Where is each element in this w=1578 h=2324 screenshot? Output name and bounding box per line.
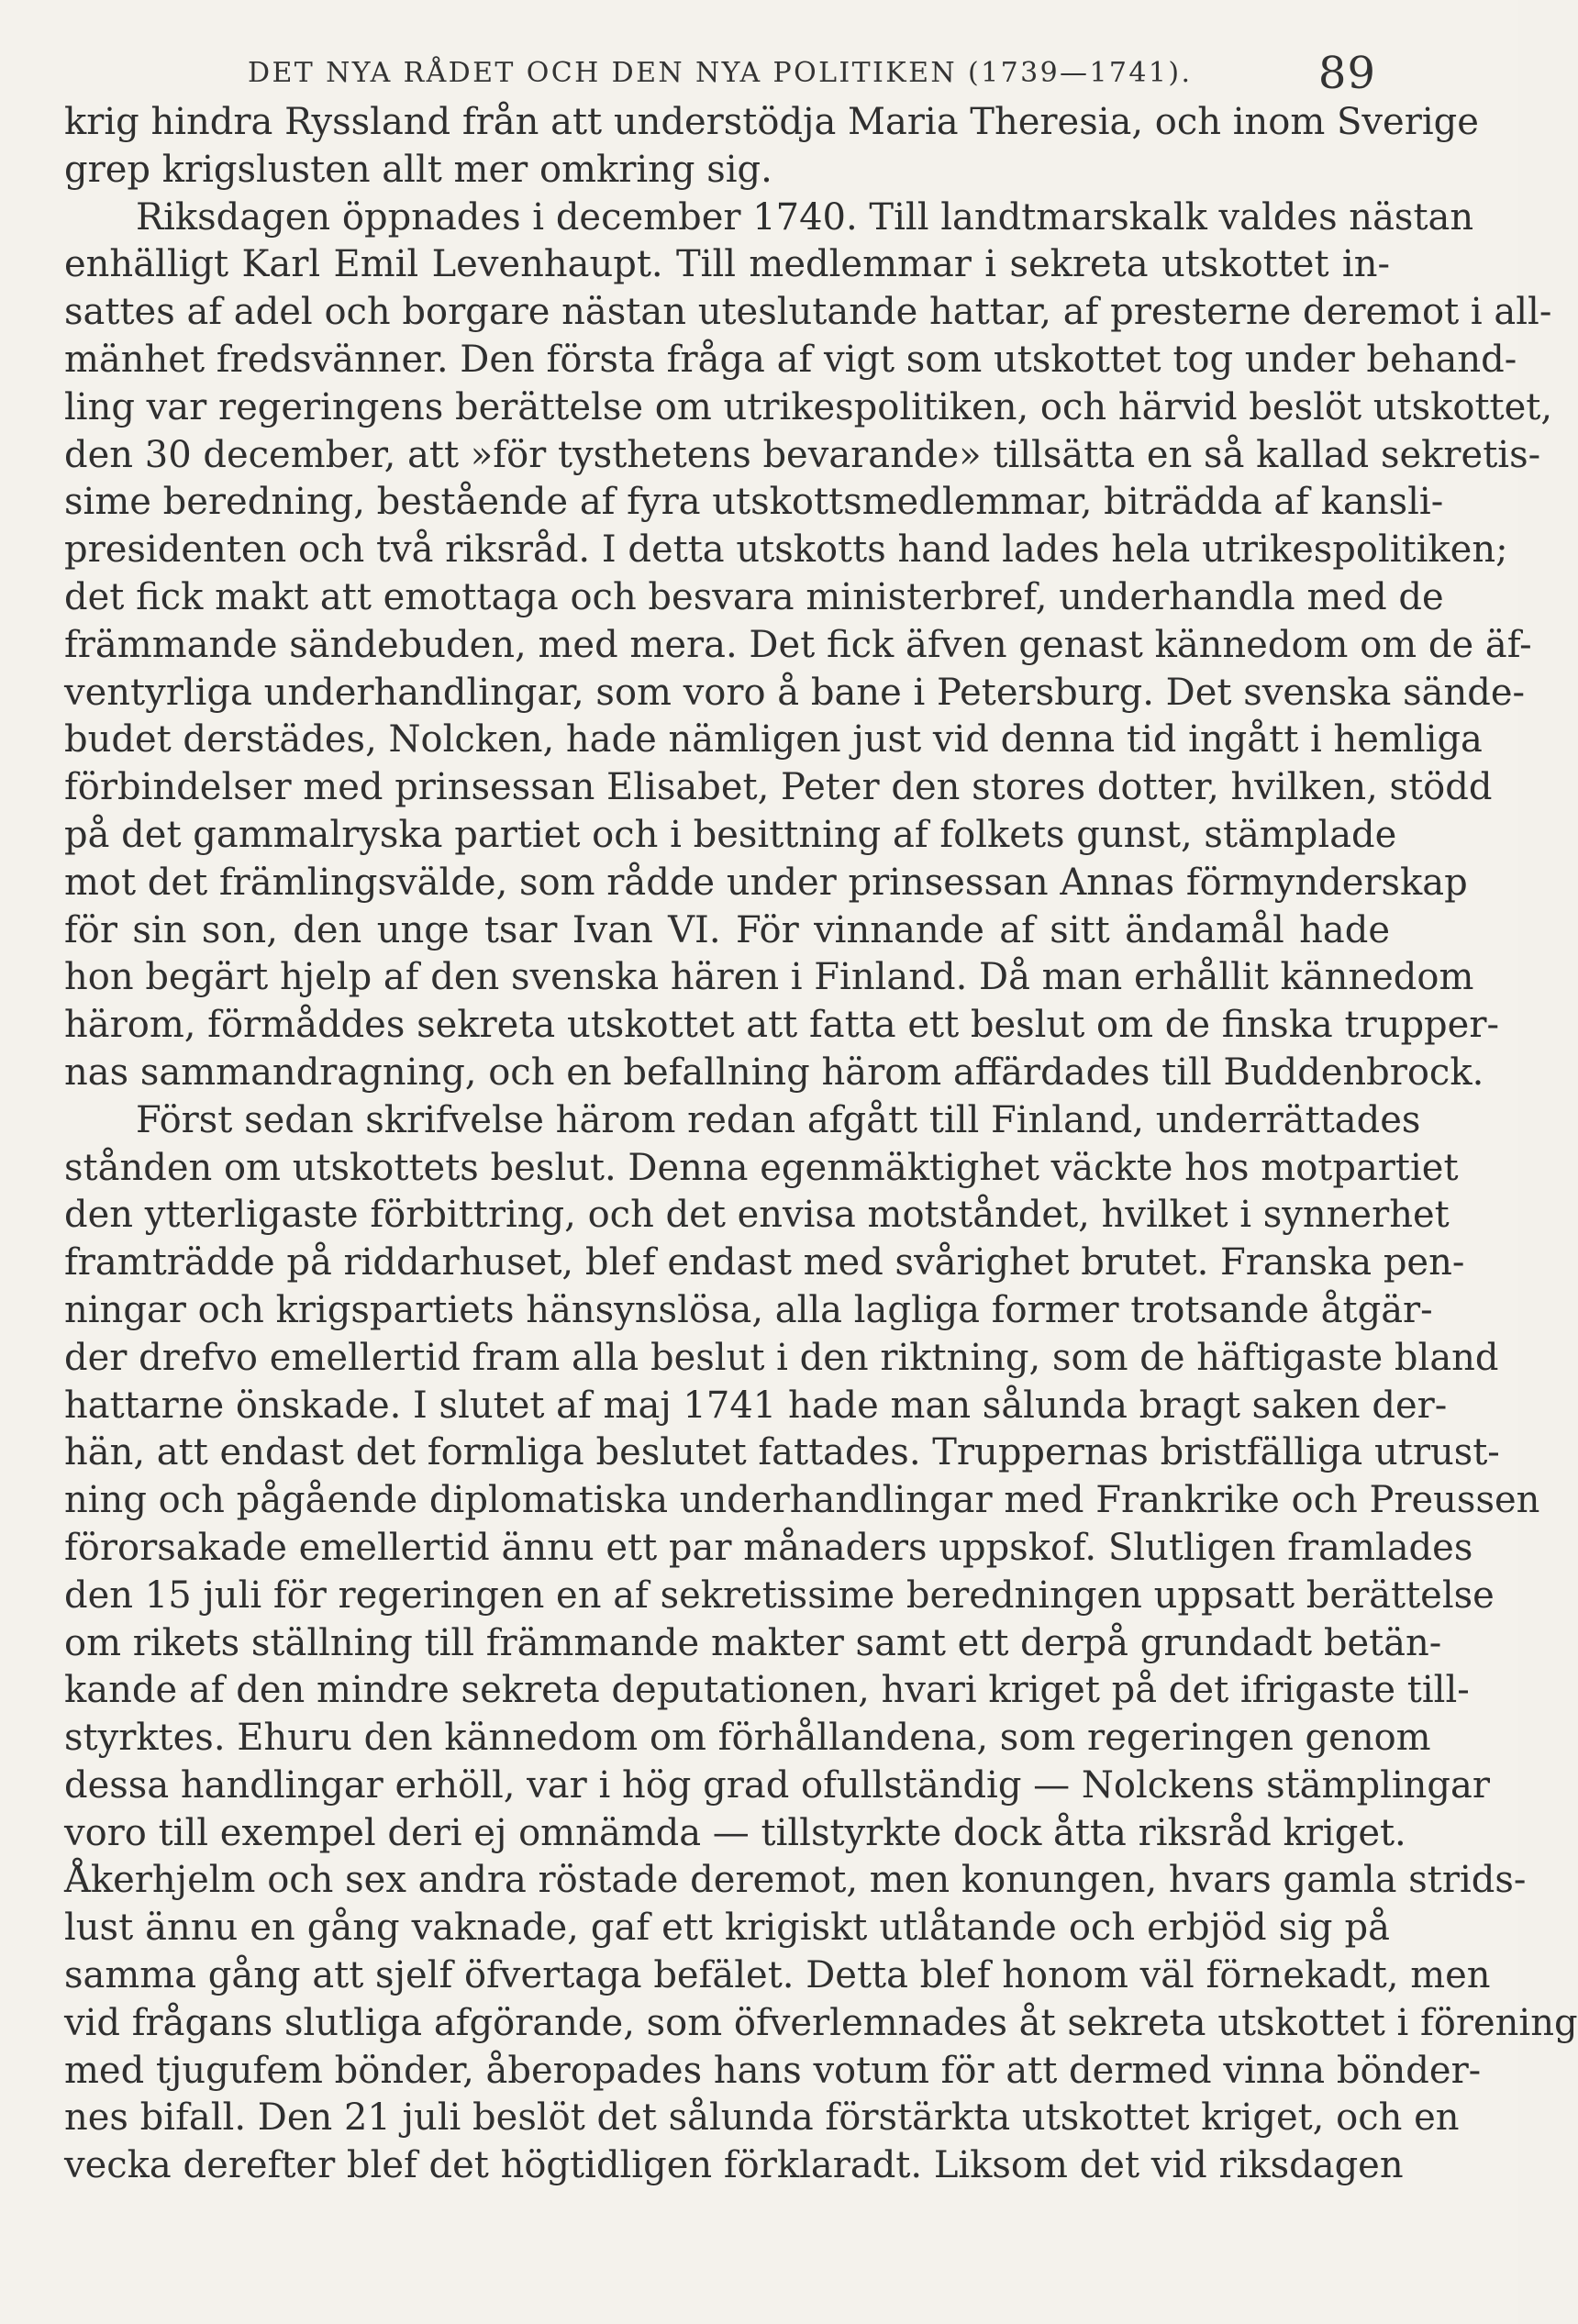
text-line: budet derstädes, Nolcken, hade nämligen just vid denna tid ingått i hemliga — [64, 718, 1483, 762]
text-line: hon begärt hjelp af den svenska hären i Finland. Då man erhållit kännedom — [64, 956, 1474, 999]
text-line: lust ännu en gång vaknade, gaf ett krigiskt utlåtande och erbjöd sig på — [64, 1907, 1390, 1950]
text-line: framträdde på riddarhuset, blef endast med svårighet brutet. Franska pen- — [64, 1241, 1465, 1284]
body-text — [64, 99, 1578, 2190]
text-line: förbindelser med prinsessan Elisabet, Peter den stores dotter, hvilken, stödd — [64, 766, 1493, 809]
text-line: krig hindra Ryssland från att understödja Maria Theresia, och inom Sverige — [64, 101, 1479, 143]
text-line: på det gammalryska partiet och i besittning af folkets gunst, stämplade — [64, 813, 1397, 856]
text-line: ningar och krigspartiets hänsynslösa, alla lagliga former trotsande åtgär- — [64, 1288, 1433, 1331]
text-line: sime beredning, bestående af fyra utskottsmedlemmar, biträdda af kansli- — [64, 481, 1444, 524]
text-line: den ytterligaste förbittring, och det envisa motståndet, hvilket i synnerhet — [64, 1194, 1450, 1237]
text-line: ling var regeringens berättelse om utrikespolitiken, och härvid beslöt utskottet, — [64, 385, 1553, 428]
text-line: främmande sändebuden, med mera. Det fick äfven genast kännedom om de äf- — [64, 623, 1532, 666]
text-line: hän, att endast det formliga beslutet fattades. Truppernas bristfälliga utrust- — [64, 1431, 1500, 1474]
page-number: 89 — [1317, 48, 1376, 99]
text-line: vecka derefter blef det högtidligen förklaradt. Liksom det vid riksdagen — [64, 2144, 1404, 2187]
text-line: om rikets ställning till främmande makter samt ett derpå grundadt betän- — [64, 1621, 1442, 1664]
text-line: der drefvo emellertid fram alla beslut i den riktning, som de häftigaste bland — [64, 1336, 1499, 1379]
text-line: förorsakade emellertid ännu ett par månaders uppskof. Slutligen framlades — [64, 1526, 1473, 1569]
text-line: det fick makt att emottaga och besvara ministerbref, underhandla med de — [64, 575, 1444, 618]
text-line: styrktes. Ehuru den kännedom om förhållandena, som regeringen genom — [64, 1717, 1431, 1760]
text-line: enhälligt Karl Emil Levenhaupt. Till medlemmar i sekreta utskottet in- — [64, 243, 1390, 286]
text-line: härom, förmåddes sekreta utskottet att fatta ett beslut om de finska trupper- — [64, 1004, 1499, 1047]
text-line: dessa handlingar erhöll, var i hög grad ofullständig — Nolckens stämplingar — [64, 1763, 1490, 1807]
text-line: den 15 juli för regeringen en af sekretissime beredningen uppsatt berättelse — [64, 1573, 1495, 1617]
text-line: med tjugufem bönder, åberopades hans votum för att dermed vinna bönder- — [64, 2049, 1482, 2092]
text-line: presidenten och två riksråd. I detta utskotts hand lades hela utrikespolitiken; — [64, 528, 1508, 572]
text-line: Riksdagen öppnades i december 1740. Till landtmarskalk valdes nästan — [136, 195, 1474, 239]
text-line: ventyrliga underhandlingar, som voro å bane i Petersburg. Det svenska sände- — [64, 671, 1526, 714]
text-line: hattarne önskade. I slutet af maj 1741 hade man sålunda bragt saken der- — [64, 1384, 1448, 1427]
text-line: Åkerhjelm och sex andra röstade deremot, men konungen, hvars gamla strids- — [64, 1859, 1527, 1902]
text-line: grep krigslusten allt mer omkring sig. — [64, 148, 772, 191]
running-title: DET NYA RÅDET OCH DEN NYA POLITIKEN (1739—1741). — [248, 57, 1193, 89]
text-line: voro till exempel deri ej omnämda — tillstyrkte dock åtta riksråd kriget. — [64, 1811, 1406, 1854]
text-line: kande af den mindre sekreta deputationen, hvari kriget på det ifrigaste till- — [64, 1669, 1470, 1712]
text-line: sattes af adel och borgare nästan uteslutande hattar, af presterne deremot i all- — [64, 291, 1552, 334]
text-line: mänhet fredsvänner. Den första fråga af vigt som utskottet tog under behand- — [64, 338, 1517, 381]
text-line: samma gång att sjelf öfvertaga befälet. Detta blef honom väl förnekadt, men — [64, 1954, 1491, 1997]
text-line: mot det främlingsvälde, som rådde under prinsessan Annas förmynderskap — [64, 861, 1468, 904]
text-line: den 30 december, att »för tysthetens bevarande» tillsätta en så kallad sekretis- — [64, 433, 1541, 476]
text-line: för sin son, den unge tsar Ivan VI. För vinnande af sitt ändamål hade — [64, 908, 1390, 951]
text-line: stånden om utskottets beslut. Denna egenmäktighet väckte hos motpartiet — [64, 1146, 1459, 1189]
text-line: Först sedan skrifvelse härom redan afgått till Finland, underrättades — [136, 1098, 1421, 1141]
text-line: nes bifall. Den 21 juli beslöt det sålunda förstärkta utskottet kriget, och en — [64, 2096, 1460, 2140]
text-line: ning och pågående diplomatiska underhandlingar med Frankrike och Preussen — [64, 1479, 1540, 1522]
text-line: nas sammandragning, och en befallning härom affärdades till Buddenbrock. — [64, 1051, 1484, 1094]
text-line: vid frågans slutliga afgörande, som öfverlemnades åt sekreta utskottet i förening — [64, 2001, 1578, 2044]
